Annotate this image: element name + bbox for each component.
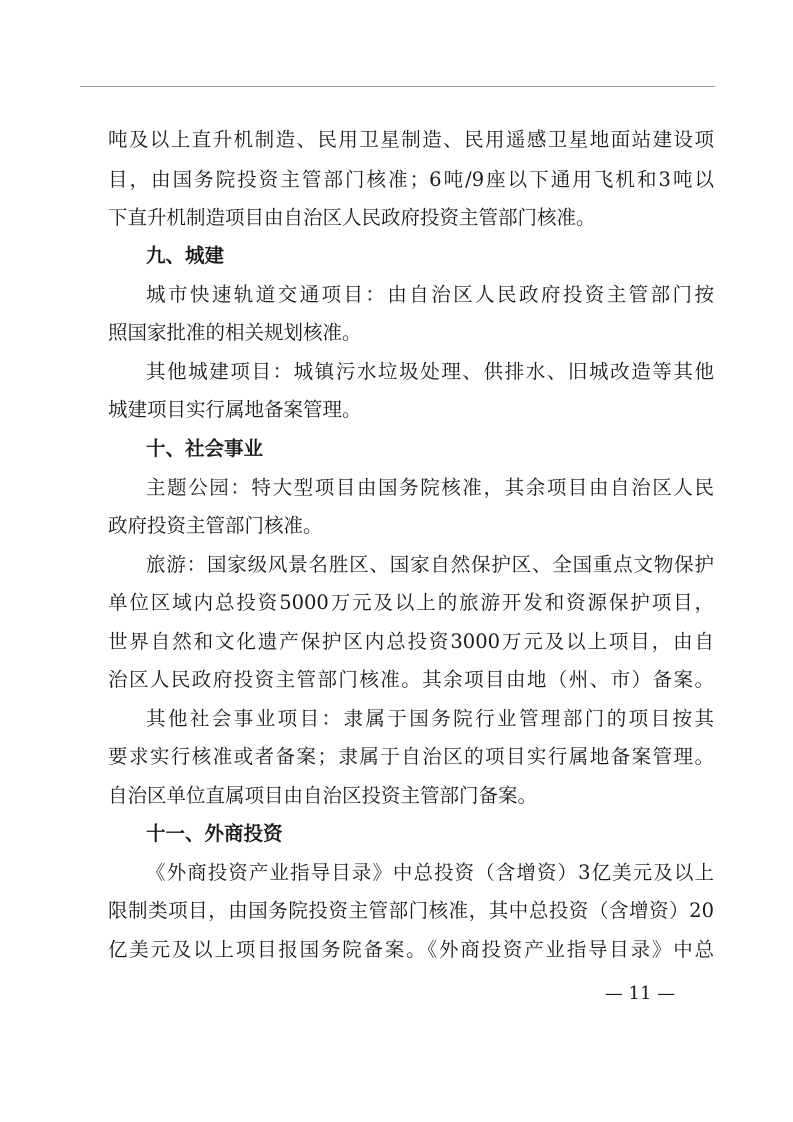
section-heading-foreign-investment: 十一、外商投资 [146, 822, 283, 845]
paragraph-line: 《外商投资产业指导目录》中总投资（含增资）3亿美元及以上 [146, 861, 714, 884]
paragraph-line: 城市快速轨道交通项目：由自治区人民政府投资主管部门按 [146, 283, 714, 306]
paragraph-line: 亿美元及以上项目报国务院备案。《外商投资产业指导目录》中总 [108, 938, 714, 961]
paragraph-line: 单位区域内总投资5000万元及以上的旅游开发和资源保护项目， [108, 591, 714, 614]
paragraph-line: 城建项目实行属地备案管理。 [108, 398, 362, 421]
paragraph-line: 要求实行核准或者备案；隶属于自治区的项目实行属地备案管理。 [108, 745, 714, 768]
paragraph-line: 限制类项目，由国务院投资主管部门核准，其中总投资（含增资）20 [108, 899, 714, 922]
page-number: — 11 — [604, 983, 676, 1004]
paragraph-line: 政府投资主管部门核准。 [108, 514, 323, 537]
paragraph-line: 目，由国务院投资主管部门核准；6吨/9座以下通用飞机和3吨以 [108, 168, 714, 191]
paragraph-line: 其他社会事业项目：隶属于国务院行业管理部门的项目按其 [146, 707, 714, 730]
paragraph-line: 其他城建项目：城镇污水垃圾处理、供排水、旧城改造等其他 [146, 360, 714, 383]
paragraph-line: 旅游：国家级风景名胜区、国家自然保护区、全国重点文物保护 [146, 553, 714, 576]
paragraph-line: 下直升机制造项目由自治区人民政府投资主管部门核准。 [108, 206, 596, 229]
paragraph-line: 治区人民政府投资主管部门核准。其余项目由地（州、市）备案。 [108, 668, 714, 691]
section-heading-social: 十、社会事业 [146, 437, 264, 460]
paragraph-line: 照国家批准的相关规划核准。 [108, 321, 362, 344]
header-rule [80, 86, 715, 87]
paragraph-line: 自治区单位直属项目由自治区投资主管部门备案。 [108, 784, 538, 807]
paragraph-line: 吨及以上直升机制造、民用卫星制造、民用遥感卫星地面站建设项 [108, 128, 714, 151]
paragraph-line: 世界自然和文化遗产保护区内总投资3000万元及以上项目，由自 [108, 630, 714, 653]
section-heading-urban: 九、城建 [146, 244, 225, 267]
paragraph-line: 主题公园：特大型项目由国务院核准，其余项目由自治区人民 [146, 476, 714, 499]
